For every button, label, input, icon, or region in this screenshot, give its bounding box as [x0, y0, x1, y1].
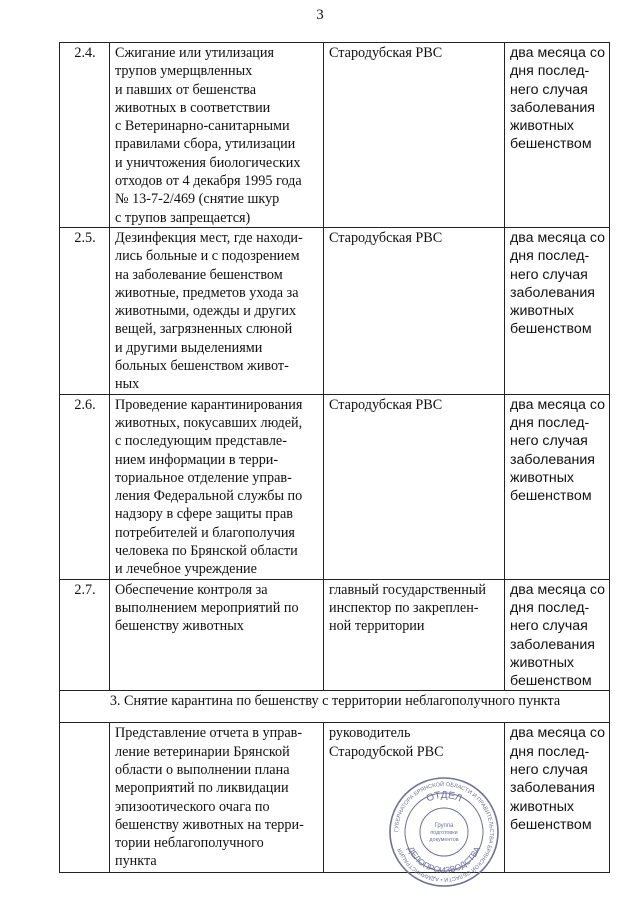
responsible-cell-line: Стародубская РВС	[329, 396, 443, 413]
table-row	[60, 227, 610, 394]
seal-stamp	[388, 776, 500, 888]
term-cell-line: заболевания	[510, 284, 595, 301]
measure-cell-line: животные, предметов ухода за	[115, 284, 299, 301]
item-number	[60, 723, 110, 873]
responsible-cell-line: инспектор по закреплен-	[329, 599, 479, 616]
term-cell-line: дня послед-	[510, 599, 590, 616]
measure-cell-line: животных в соответствии	[115, 99, 271, 116]
term-cell-line: дня послед-	[510, 63, 590, 80]
responsible-cell-line: Стародубская РВС	[329, 45, 443, 61]
term-cell-line: животных	[510, 654, 574, 671]
measure-cell	[110, 43, 324, 228]
measure-cell-line: ных	[115, 376, 140, 393]
measure-cell	[110, 394, 324, 579]
responsible-cell	[324, 227, 505, 394]
term-cell-line: заболевания	[510, 451, 595, 468]
section-3-title: 3. Снятие карантина по бешенству с территории неблагополучного пункта	[60, 691, 610, 723]
stamp-center-3: документов	[429, 837, 459, 843]
stamp-outer-text: ГУБЕРНАТОРА БРЯНСКОЙ ОБЛАСТИ И ПРАВИТЕЛЬСТВА БРЯНСКОЙ ОБЛАСТИ • АДМИНИСТРАЦИЯ	[393, 781, 495, 883]
term-cell-line: бешенством	[510, 321, 592, 338]
measure-cell	[110, 579, 324, 691]
term-cell-line: него случая	[510, 761, 588, 778]
term-cell	[505, 227, 610, 394]
measure-cell-line: лись больные и с подозрением	[115, 248, 300, 265]
responsible-cell-line: Стародубская РВС	[329, 229, 443, 246]
measure-cell-line: правилами сбора, утилизации	[115, 136, 296, 153]
item-number: 2.7.	[60, 579, 110, 691]
measure-cell	[110, 227, 324, 394]
term-cell-line: дня послед-	[510, 248, 590, 265]
measure-cell-line: животными, одежды и других	[115, 303, 297, 320]
measure-cell-line: потребителей и благополучия	[115, 524, 295, 541]
term-cell	[505, 394, 610, 579]
table-row	[60, 723, 610, 873]
measure-cell-line: и лечебное учреждение	[115, 561, 257, 578]
measure-cell-line: Дезинфекция мест, где находи-	[115, 229, 303, 246]
measure-cell-line: нием информации в терри-	[115, 451, 279, 468]
measure-cell-line: надзору в сфере защиты прав	[115, 506, 293, 523]
table-row	[60, 43, 610, 228]
measure-cell-line: бешенству животных на терри-	[115, 816, 304, 833]
measure-cell-line: с трупов запрещается)	[115, 209, 251, 226]
responsible-cell-line: Стародубской РВС	[329, 743, 444, 760]
measure-cell-line: Сжигание или утилизация	[115, 45, 274, 61]
measure-cell-line: эпизоотического очага по	[115, 798, 270, 815]
measure-cell-line: пункта	[115, 853, 157, 870]
table-row	[60, 394, 610, 579]
responsible-cell-line: главный государственный	[329, 581, 486, 598]
measure-cell-line: животных, покусавших людей,	[115, 414, 303, 431]
term-cell-line: дня послед-	[510, 743, 590, 760]
stamp-center-2: подготовки	[430, 830, 458, 836]
measure-cell-line: с последующим представле-	[115, 433, 287, 450]
term-cell	[505, 723, 610, 873]
term-cell-line: два месяца со	[510, 229, 606, 246]
term-cell-line: заболевания	[510, 636, 595, 653]
measure-cell-line: Представление отчета в управ-	[115, 725, 303, 742]
measure-cell-line: отходов от 4 декабря 1995 года	[115, 173, 302, 190]
stamp-center-1: Группа	[434, 823, 454, 829]
item-number: 2.5.	[60, 227, 110, 394]
term-cell-line: бешенством	[510, 488, 592, 505]
term-cell-line: животных	[510, 469, 574, 486]
measure-cell-line: вещей, загрязненных слюной	[115, 321, 293, 338]
measure-cell-line: тории неблагополучного	[115, 835, 264, 852]
measure-cell-line: трупов умерщвленных	[115, 63, 253, 80]
measure-cell	[110, 723, 324, 873]
term-cell-line: животных	[510, 798, 574, 815]
measure-cell-line: бешенству животных	[115, 618, 244, 635]
term-cell-line: него случая	[510, 433, 588, 450]
responsible-cell	[324, 43, 505, 228]
term-cell	[505, 579, 610, 691]
section-header-row	[60, 691, 610, 723]
term-cell-line: два месяца со	[510, 725, 606, 742]
page-number: 3	[316, 7, 324, 23]
measure-cell-line: человека по Брянской области	[115, 543, 298, 560]
term-cell-line: два месяца со	[510, 581, 606, 598]
measure-cell-line: на заболевание бешенством	[115, 266, 283, 283]
measure-cell-line: выполнением мероприятий по	[115, 599, 299, 616]
term-cell-line: заболевания	[510, 99, 595, 116]
measure-cell-line: ториальное отделение управ-	[115, 469, 292, 486]
measure-cell-line: ления Федеральной службы по	[115, 488, 303, 505]
measure-cell-line: с Ветеринарно-санитарными	[115, 118, 290, 135]
term-cell-line: него случая	[510, 618, 588, 635]
term-cell-line: животных	[510, 118, 574, 135]
term-cell-line: бешенством	[510, 816, 592, 833]
term-cell-line: два месяца со	[510, 396, 606, 413]
responsible-cell-line: руководитель	[329, 725, 411, 742]
measure-cell-line: Проведение карантинирования	[115, 396, 303, 413]
term-cell-line: животных	[510, 303, 574, 320]
measure-cell-line: и уничтожения биологических	[115, 154, 301, 171]
measure-cell-line: Обеспечение контроля за	[115, 581, 268, 598]
measure-cell-line: ление ветеринарии Брянской	[115, 743, 290, 760]
measure-cell-line: области о выполнении плана	[115, 761, 290, 778]
stamp-department: ОТДЕЛ	[424, 789, 464, 805]
stamp-office-work: ДЕЛОПРОИЗВОДСТВА	[405, 844, 483, 876]
responsible-cell	[324, 394, 505, 579]
svg-text:ОТДЕЛ	[425, 790, 463, 805]
item-number: 2.6.	[60, 394, 110, 579]
term-cell	[505, 43, 610, 228]
item-number: 2.4.	[60, 43, 110, 228]
term-cell-line: него случая	[510, 266, 588, 283]
measure-cell-line: больных бешенством живот-	[115, 358, 289, 375]
measure-cell-line: и другими выделениями	[115, 339, 263, 356]
table-row	[60, 579, 610, 691]
term-cell-line: бешенством	[510, 673, 592, 690]
measures-table	[59, 42, 610, 876]
responsible-cell-line: ной территории	[329, 618, 425, 635]
responsible-cell	[324, 579, 505, 691]
measure-cell-line: и павших от бешенства	[115, 81, 256, 98]
term-cell-line: заболевания	[510, 780, 595, 797]
measure-cell-line: мероприятий по ликвидации	[115, 780, 289, 797]
term-cell-line: него случая	[510, 81, 588, 98]
measure-cell-line: № 13-7-2/469 (снятие шкур	[115, 191, 280, 208]
term-cell-line: бешенством	[510, 136, 592, 153]
term-cell-line: два месяца со	[510, 45, 606, 61]
term-cell-line: дня послед-	[510, 414, 590, 431]
